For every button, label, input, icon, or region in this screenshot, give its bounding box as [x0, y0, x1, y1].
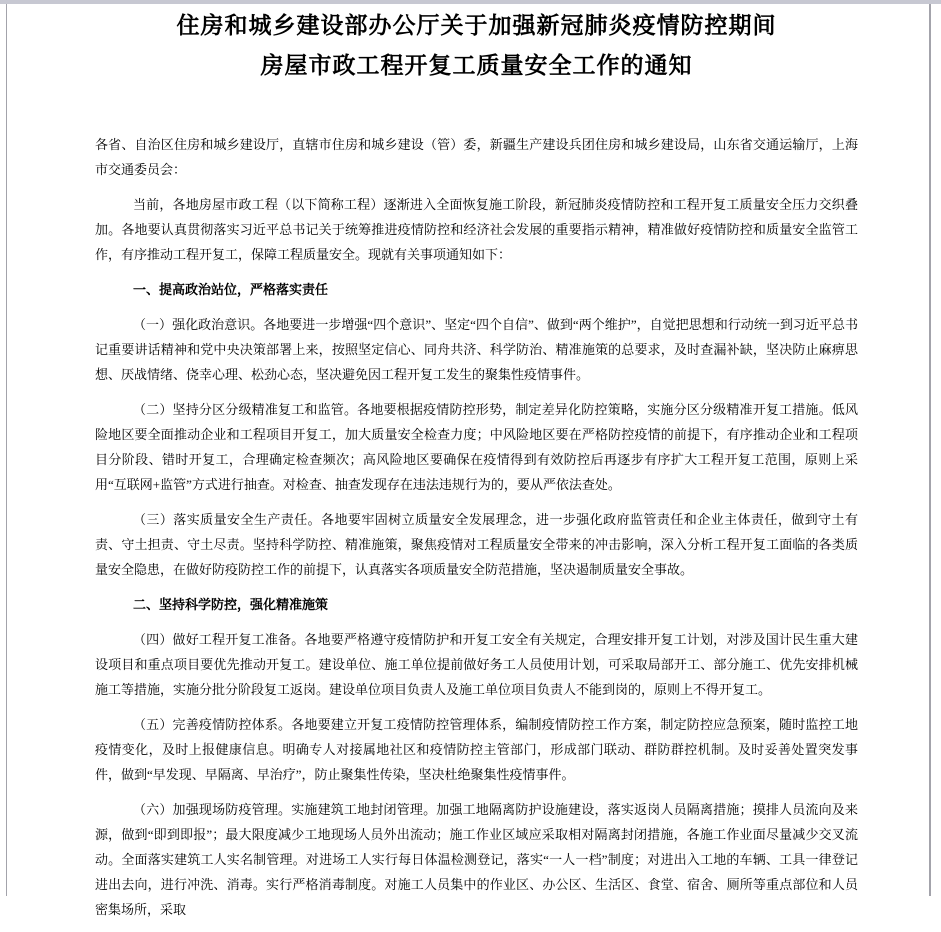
page-left-edge: [6, 4, 7, 896]
notice-paragraph: （三）落实质量安全生产责任。各地要牢固树立质量安全发展理念，进一步强化政府监管责任和企业主体责任，做到守土有责、守土担责、守土尽责。坚持科学防控、精准施策，聚焦疫情对工程质量安全带来的冲击影响，深入分析工程开复工面临的各类质量安全隐患，在做好防疫防控工作的前提下，认真落实各项质量安全防范措施，坚决遏制质量安全事故。: [95, 512, 858, 577]
notice-body: [95, 132, 858, 922]
notice-paragraph: （一）强化政治意识。各地要进一步增强“四个意识”、坚定“四个自信”、做到“两个维护”，自觉把思想和行动统一到习近平总书记重要讲话精神和党中央决策部署上来，按照坚定信心、同舟共济、科学防治、精准施策的总要求，及时查漏补缺，坚决防止麻痹思想、厌战情绪、侥幸心理、松劲心态，坚决避免因工程开复工发生的聚集性疫情事件。: [95, 317, 858, 382]
notice-title-line-2: 房屋市政工程开复工质量安全工作的通知: [260, 53, 693, 78]
notice-paragraph: 当前，各地房屋市政工程（以下简称工程）逐渐进入全面恢复施工阶段，新冠肺炎疫情防控和工程开复工质量安全压力交织叠加。各地要认真贯彻落实习近平总书记关于统筹推进疫情防控和经济社会发展的重要指示精神，精准做好疫情防控和质量安全监管工作，有序推动工程开复工，保障工程质量安全。现就有关事项通知如下：: [95, 197, 858, 262]
notice-paragraph: （四）做好工程开复工准备。各地要严格遵守疫情防护和开复工安全有关规定，合理安排开复工计划，对涉及国计民生重大建设项目和重点项目要优先推动开复工。建设单位、施工单位提前做好务工人员使用计划，可采取局部开工、部分施工、优先安排机械施工等措施，实施分批分阶段复工返岗。建设单位项目负责人及施工单位项目负责人不能到岗的，原则上不得开复工。: [95, 632, 858, 697]
notice-paragraph: （六）加强现场防疫管理。实施建筑工地封闭管理。加强工地隔离防护设施建设，落实返岗人员隔离措施；摸排人员流向及来源，做到“即到即报”；最大限度减少工地现场人员外出流动；施工作业区域应采取相对隔离封闭措施，各施工作业面尽量减少交叉流动。全面落实建筑工人实名制管理。对进场工人实行每日体温检测登记，落实“一人一档”制度；对进出入工地的车辆、工具一律登记进出去向，进行冲洗、消毒。实行严格消毒制度。对施工人员集中的作业区、办公区、生活区、食堂、宿舍、厕所等重点部位和人员密集场所，采取: [95, 802, 858, 917]
window-top-border: [0, 0, 941, 4]
notice-document: [95, 6, 858, 932]
notice-paragraph: （五）完善疫情防控体系。各地要建立开复工疫情防控管理体系，编制疫情防控工作方案，制定防控应急预案，随时监控工地疫情变化，及时上报健康信息。明确专人对接属地社区和疫情防控主管部门，形成部门联动、群防群控机制。及时妥善处置突发事件，做到“早发现、早隔离、早治疗”，防止聚集性传染，坚决杜绝聚集性疫情事件。: [95, 717, 858, 782]
section-heading: 二、坚持科学防控，强化精准施策: [133, 597, 329, 612]
notice-title: [95, 6, 858, 86]
recipients-line: 各省、自治区住房和城乡建设厅，直辖市住房和城乡建设（管）委，新疆生产建设兵团住房和城乡建设局，山东省交通运输厅，上海市交通委员会：: [95, 137, 858, 177]
page-right-edge: [929, 4, 931, 896]
notice-paragraph: （二）坚持分区分级精准复工和监管。各地要根据疫情防控形势，制定差异化防控策略，实施分区分级精准开复工措施。低风险地区要全面推动企业和工程项目开复工，加大质量安全检查力度；中风险地区要在严格防控疫情的前提下，有序推动企业和工程项目分阶段、错时开复工，合理确定检查频次；高风险地区要确保在疫情得到有效防控后再逐步有序扩大工程开复工范围，原则上采用“互联网+监管”方式进行抽查。对检查、抽查发现存在违法违规行为的，要从严依法查处。: [95, 402, 858, 492]
section-heading: 一、提高政治站位，严格落实责任: [133, 282, 329, 297]
notice-title-line-1: 住房和城乡建设部办公厅关于加强新冠肺炎疫情防控期间: [176, 13, 777, 38]
